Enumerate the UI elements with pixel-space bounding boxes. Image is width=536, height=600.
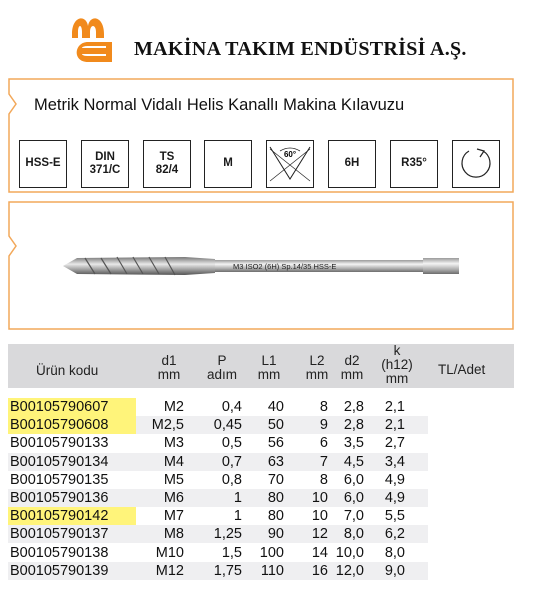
table-row <box>8 525 428 543</box>
cell-d2: 4,5 <box>343 453 364 470</box>
cell-d2: 3,5 <box>343 435 364 452</box>
table-row <box>8 453 428 471</box>
cell-p: 0,5 <box>221 435 242 452</box>
cell-p: 1,25 <box>213 526 242 543</box>
cell-d2: 6,0 <box>343 471 364 488</box>
cell-d1: M12 <box>155 562 184 579</box>
cell-k: 4,9 <box>384 490 405 506</box>
spec-thread-type: M <box>204 140 252 188</box>
company-name: MAKİNA TAKIM ENDÜSTRİSİ A.Ş. <box>134 38 467 60</box>
cell-k: 5,5 <box>384 508 405 525</box>
product-code: B00105790139 <box>10 562 109 579</box>
cell-d1: M4 <box>163 453 184 470</box>
product-code: B00105790135 <box>10 471 109 488</box>
table-row <box>8 544 428 562</box>
cell-p: 1,5 <box>221 544 242 561</box>
cell-k: 2,1 <box>384 417 405 434</box>
table-row <box>8 489 428 507</box>
header-d1: d1 mm <box>157 353 181 382</box>
cell-d1: M10 <box>155 544 184 561</box>
cell-p: 0,8 <box>221 471 242 488</box>
cell-l1: 50 <box>267 417 284 434</box>
cell-l2: 8 <box>319 399 328 415</box>
header-code: Ürün kodu <box>36 363 99 378</box>
cell-l1: 40 <box>267 399 284 415</box>
cell-d2: 12,0 <box>335 562 364 579</box>
cell-l2: 10 <box>311 490 328 506</box>
cell-p: 1 <box>233 508 242 525</box>
cell-l2: 9 <box>319 417 328 434</box>
cell-d1: M5 <box>163 471 184 488</box>
product-frame <box>8 78 514 330</box>
cell-d1: M6 <box>163 490 184 506</box>
spec-din-standard: DIN 371/C <box>81 140 129 188</box>
cell-l1: 63 <box>267 453 284 470</box>
cell-k: 2,7 <box>384 435 405 452</box>
cell-p: 1 <box>233 490 242 506</box>
cell-p: 0,7 <box>221 453 242 470</box>
cell-d2: 10,0 <box>335 544 364 561</box>
header-price: TL/Adet <box>438 362 486 377</box>
cell-k: 3,4 <box>384 453 405 470</box>
tap-tool-image <box>55 245 465 287</box>
cell-l2: 8 <box>319 471 328 488</box>
product-code: B00105790134 <box>10 453 109 470</box>
tool-marking: M3 ISO2 (6H) Sp.14/35 HSS-E <box>233 262 337 271</box>
cell-d2: 2,8 <box>343 417 364 434</box>
header-l1: L1 mm <box>257 353 281 382</box>
header-d2: d2 mm <box>340 353 364 382</box>
cell-l1: 56 <box>267 435 284 452</box>
cell-l1: 80 <box>267 490 284 506</box>
spec-material: HSS-E <box>19 140 67 188</box>
rotation-arrow-icon <box>452 140 500 188</box>
cell-l2: 7 <box>319 453 328 470</box>
cell-d1: M8 <box>163 526 184 543</box>
cell-p: 0,45 <box>213 417 242 434</box>
cell-l2: 12 <box>311 526 328 543</box>
spec-ts-standard: TS 82/4 <box>143 140 191 188</box>
cell-l1: 90 <box>267 526 284 543</box>
cell-p: 1,75 <box>213 562 242 579</box>
thread-angle-icon <box>266 140 314 188</box>
table-row <box>8 471 428 489</box>
cell-d1: M7 <box>163 508 184 525</box>
product-code: B00105790607 <box>8 398 136 416</box>
header-pitch: P adım <box>206 353 237 382</box>
product-code: B00105790138 <box>10 544 109 561</box>
product-code: B00105790142 <box>8 507 136 525</box>
cell-l2: 16 <box>311 562 328 579</box>
cell-k: 8,0 <box>384 544 405 561</box>
cell-l2: 6 <box>319 435 328 452</box>
cell-k: 9,0 <box>384 562 405 579</box>
cell-l1: 80 <box>267 508 284 525</box>
company-logo <box>66 8 128 64</box>
header-l2: L2 mm <box>305 353 329 382</box>
cell-k: 2,1 <box>384 399 405 415</box>
cell-d1: M2 <box>163 399 184 415</box>
cell-l1: 110 <box>260 562 284 579</box>
cell-d1: M2,5 <box>151 417 184 434</box>
cell-k: 6,2 <box>384 526 405 543</box>
table-row <box>8 562 428 580</box>
cell-d2: 2,8 <box>343 399 364 415</box>
table-header <box>8 344 514 388</box>
product-title: Metrik Normal Vidalı Helis Kanallı Makina Kılavuzu <box>34 96 405 114</box>
table-row <box>8 398 428 416</box>
product-code: B00105790608 <box>8 416 136 434</box>
cell-l1: 100 <box>259 544 284 561</box>
product-code: B00105790137 <box>10 526 109 543</box>
cell-l1: 70 <box>267 471 284 488</box>
table-row <box>8 416 428 434</box>
spec-helix-angle: R35° <box>390 140 438 188</box>
spec-tolerance: 6H <box>328 140 376 188</box>
cell-k: 4,9 <box>384 471 405 488</box>
product-code: B00105790136 <box>10 490 109 506</box>
table-row <box>8 507 428 525</box>
cell-d2: 8,0 <box>343 526 364 543</box>
thread-angle-label: 60° <box>283 150 297 159</box>
cell-p: 0,4 <box>221 399 242 415</box>
header-k: k (h12) mm <box>381 343 413 386</box>
cell-l2: 14 <box>311 544 328 561</box>
cell-d1: M3 <box>163 435 184 452</box>
table-row <box>8 434 428 452</box>
cell-d2: 7,0 <box>343 508 364 525</box>
cell-l2: 10 <box>311 508 328 525</box>
product-code: B00105790133 <box>10 435 109 452</box>
cell-d2: 6,0 <box>343 490 364 506</box>
